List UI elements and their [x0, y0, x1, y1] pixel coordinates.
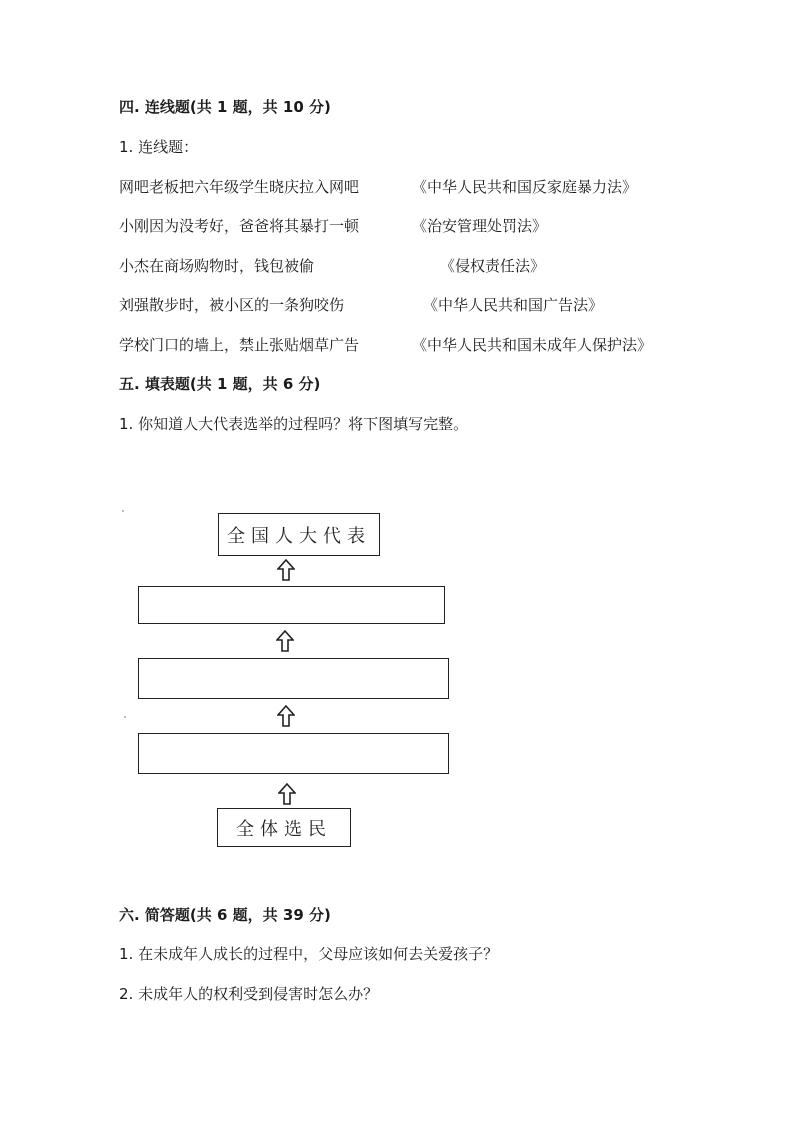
short-answer-question-1: 1. 在未成年人成长的过程中，父母应该如何去关爱孩子？ [119, 945, 499, 963]
bottom-box-all-voters: 全体选民 [217, 808, 351, 847]
left-item-1: 网吧老板把六年级学生晓庆拉入网吧 [119, 178, 360, 196]
up-arrow-icon [276, 630, 294, 652]
left-item-4: 刘强散步时，被小区的一条狗咬伤 [119, 296, 345, 314]
up-arrow-icon [277, 559, 295, 581]
scan-speck [122, 510, 124, 512]
matching-question: 1. 连线题： [119, 138, 199, 156]
blank-box-3[interactable] [138, 733, 449, 774]
right-item-1: 《中华人民共和国反家庭暴力法》 [412, 178, 638, 196]
right-item-5: 《中华人民共和国未成年人保护法》 [412, 336, 653, 354]
left-item-3: 小杰在商场购物时，钱包被偷 [119, 257, 315, 275]
section-five-heading: 五. 填表题(共 1 题，共 6 分) [119, 375, 321, 393]
blank-box-2[interactable] [138, 658, 449, 699]
fill-table-question: 1. 你知道人大代表选举的过程吗？将下图填写完整。 [119, 415, 469, 433]
section-four-heading: 四. 连线题(共 1 题，共 10 分) [119, 98, 331, 116]
right-item-4: 《中华人民共和国广告法》 [423, 296, 604, 314]
left-item-5: 学校门口的墙上，禁止张贴烟草广告 [119, 336, 360, 354]
scan-speck [124, 716, 126, 718]
short-answer-question-2: 2. 未成年人的权利受到侵害时怎么办？ [119, 985, 379, 1003]
up-arrow-icon [277, 705, 295, 727]
up-arrow-icon [278, 783, 296, 805]
left-item-2: 小刚因为没考好，爸爸将其暴打一顿 [119, 217, 360, 235]
top-box-national-deputies: 全国人大代表 [218, 513, 380, 556]
section-six-heading: 六. 简答题(共 6 题，共 39 分) [119, 906, 331, 924]
right-item-3: 《侵权责任法》 [440, 257, 546, 275]
right-item-2: 《治安管理处罚法》 [412, 217, 548, 235]
blank-box-1[interactable] [138, 586, 445, 624]
